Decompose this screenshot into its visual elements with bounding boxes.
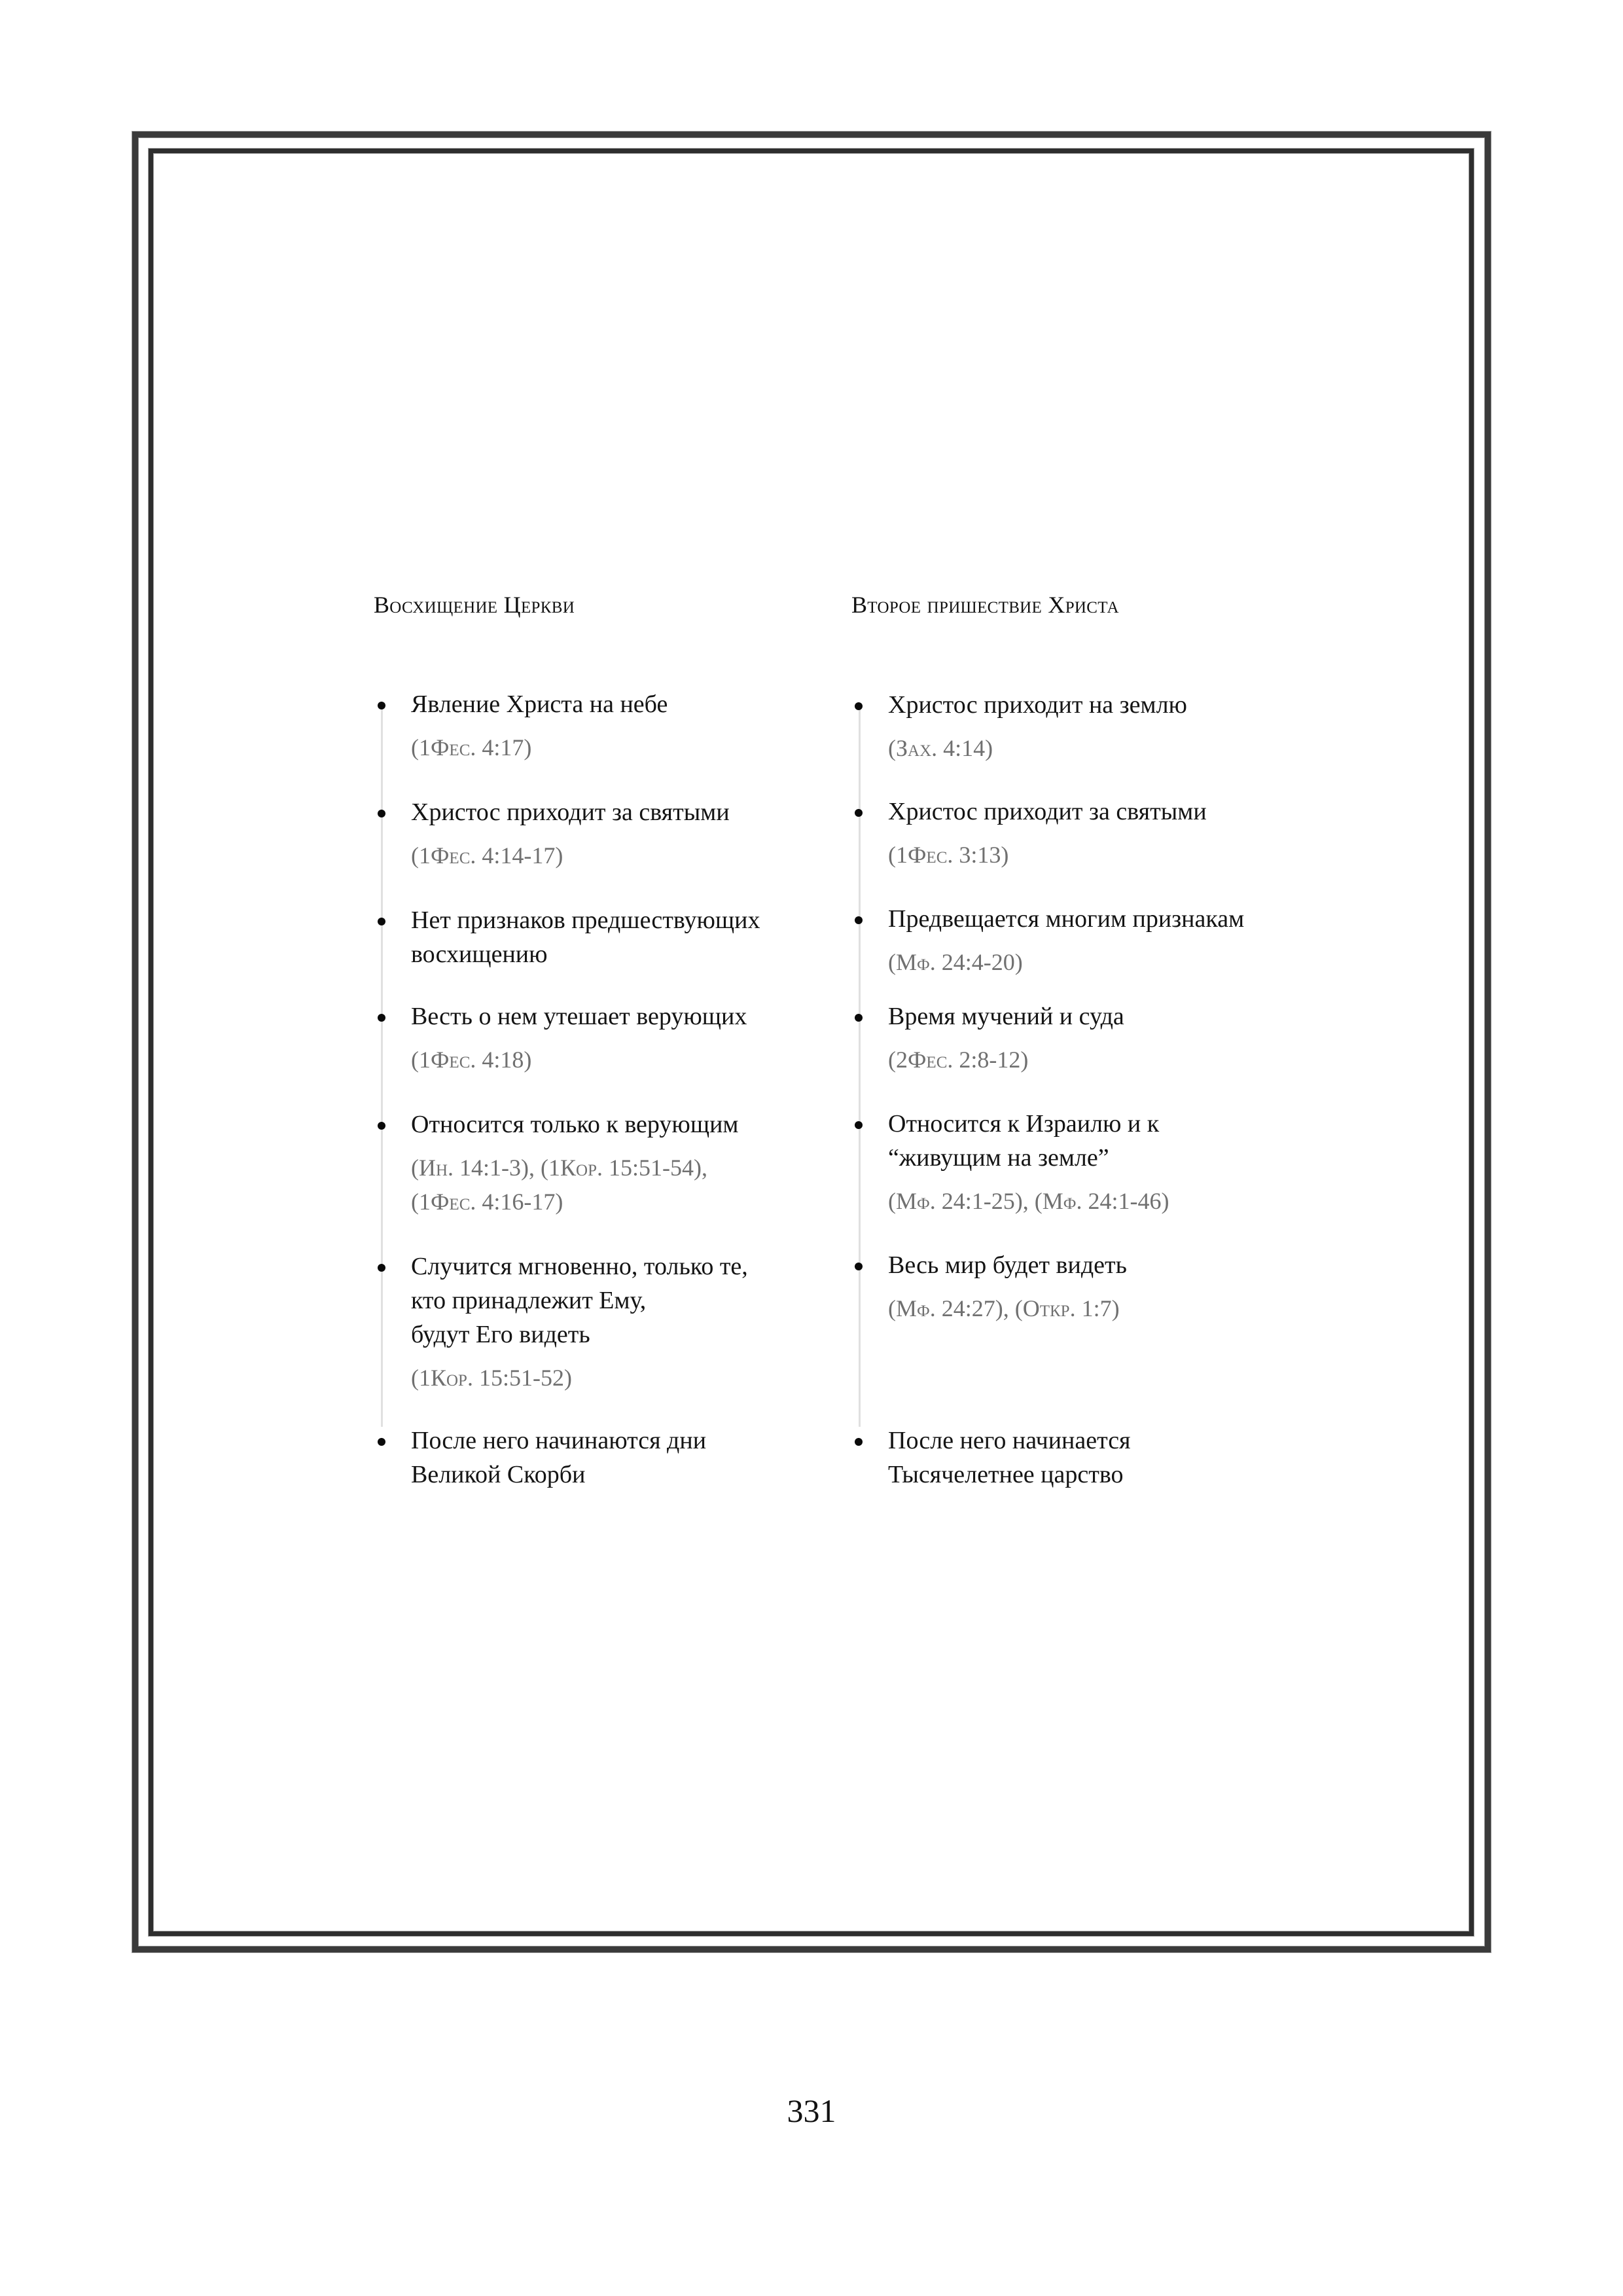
item-text: Христос приходит за святыми <box>888 798 1207 825</box>
list-item <box>411 1249 830 1395</box>
item-text: Время мучений и суда <box>888 1003 1124 1030</box>
bullet-dot-icon <box>855 809 863 817</box>
item-text: После него начинается <box>888 1427 1131 1454</box>
bullet-dot-icon <box>855 916 863 924</box>
column-heading: Восхищение Церкви <box>374 592 575 618</box>
item-text: будут Его видеть <box>411 1321 590 1348</box>
item-text: Весь мир будет видеть <box>888 1251 1127 1279</box>
scripture-reference: (1Кор. 15:51-52) <box>411 1365 572 1391</box>
bullet-dot-icon <box>855 1121 863 1129</box>
list-item <box>888 1248 1307 1325</box>
item-text: Относится только к верующим <box>411 1111 739 1138</box>
scripture-reference: (Мф. 24:4-20) <box>888 949 1023 975</box>
bullet-dot-icon <box>378 1014 385 1022</box>
list-item <box>411 1424 830 1492</box>
item-text: Случится мгновенно, только те, <box>411 1253 748 1280</box>
list-item <box>888 795 1307 872</box>
scripture-reference: (1Фес. 3:13) <box>888 842 1009 868</box>
list-item <box>411 903 830 971</box>
item-text: Нет признаков предшествующих <box>411 906 760 934</box>
scripture-reference: (Ин. 14:1-3), (1Кор. 15:51-54), <box>411 1155 707 1181</box>
item-text: Тысячелетнее царство <box>888 1461 1124 1488</box>
bullet-dot-icon <box>855 1014 863 1022</box>
bullet-dot-icon <box>378 1122 385 1130</box>
item-text: Относится к Израилю и к <box>888 1110 1160 1138</box>
scripture-reference: (2Фес. 2:8-12) <box>888 1047 1029 1073</box>
list-item <box>888 902 1307 979</box>
bullet-dot-icon <box>855 1438 863 1446</box>
item-text: Весть о нем утешает верующих <box>411 1003 747 1030</box>
item-text: восхищению <box>411 941 548 968</box>
scripture-reference: (Мф. 24:27), (Откр. 1:7) <box>888 1295 1120 1321</box>
bullet-dot-icon <box>378 1438 385 1446</box>
scripture-reference: (1Фес. 4:17) <box>411 734 532 761</box>
list-item <box>411 687 830 764</box>
item-text: Предвещается многим признакам <box>888 905 1245 933</box>
scripture-reference: (1Фес. 4:14-17) <box>411 842 563 869</box>
item-text: Великой Скорби <box>411 1461 586 1488</box>
page-number: 331 <box>787 2092 836 2129</box>
scripture-reference: (Зах. 4:14) <box>888 735 993 761</box>
list-item <box>411 999 830 1077</box>
item-text: “живущим на земле” <box>888 1144 1109 1172</box>
bullet-dot-icon <box>378 810 385 817</box>
item-text: Явление Христа на небе <box>411 691 668 718</box>
list-item <box>888 688 1307 765</box>
list-item <box>411 795 830 872</box>
scripture-reference: (1Фес. 4:18) <box>411 1047 532 1073</box>
list-item <box>888 1107 1307 1218</box>
item-text: кто принадлежит Ему, <box>411 1287 647 1314</box>
scripture-reference: (1Фес. 4:16-17) <box>411 1189 563 1215</box>
bullet-dot-icon <box>855 702 863 710</box>
list-item <box>888 1424 1307 1492</box>
item-text: После него начинаются дни <box>411 1427 707 1454</box>
list-item <box>888 999 1307 1077</box>
bullet-dot-icon <box>378 918 385 925</box>
list-item <box>411 1107 830 1219</box>
item-text: Христос приходит на землю <box>888 691 1187 719</box>
item-text: Христос приходит за святыми <box>411 798 730 826</box>
bullet-dot-icon <box>378 1264 385 1272</box>
scripture-reference: (Мф. 24:1-25), (Мф. 24:1-46) <box>888 1188 1169 1214</box>
column-heading: Второе пришествие Христа <box>851 592 1119 618</box>
bullet-dot-icon <box>378 702 385 709</box>
bullet-dot-icon <box>855 1263 863 1270</box>
